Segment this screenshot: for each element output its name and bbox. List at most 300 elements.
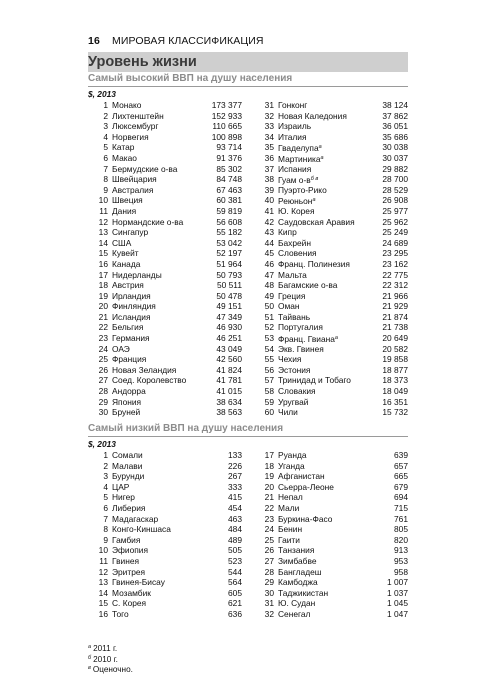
country-name	[278, 471, 325, 482]
rank-number: 15	[98, 248, 108, 259]
gdp-value: 100 898	[211, 131, 242, 142]
gdp-value: 46 930	[216, 322, 242, 333]
gdp-value: 639	[394, 450, 408, 460]
ranking-row	[254, 375, 408, 386]
ranking-row	[254, 365, 408, 376]
gdp-value: 41 015	[216, 386, 242, 397]
country-name	[112, 588, 151, 599]
ranking-row	[254, 312, 408, 323]
rank-number: 7	[103, 513, 108, 524]
ranking-row	[254, 153, 408, 164]
rank-number: 26	[264, 545, 274, 556]
ranking-row	[254, 121, 408, 132]
country-name	[278, 535, 300, 546]
country-name	[278, 567, 321, 578]
rank-number: 46	[264, 258, 274, 269]
rank-number: 23	[264, 513, 274, 524]
rank-number: 52	[264, 322, 274, 333]
country-name	[278, 492, 303, 503]
ranking-row	[88, 344, 242, 355]
country-name-text: Экв. Гвинея	[278, 343, 324, 354]
rank-number: 11	[99, 205, 108, 216]
ranking-row	[88, 407, 242, 418]
footnote-mark: б	[88, 654, 92, 661]
country-name-text: С. Корея	[112, 598, 147, 609]
country-name	[112, 259, 140, 270]
country-name-text: Япония	[112, 396, 142, 407]
rank-number: 4	[103, 481, 108, 492]
gdp-value: 37 862	[382, 110, 408, 121]
country-name	[278, 450, 307, 461]
country-name	[278, 609, 310, 620]
ranking-row	[254, 132, 408, 143]
ranking-row	[88, 291, 242, 302]
country-name-text: Чехия	[278, 354, 302, 365]
country-name	[112, 471, 144, 482]
gdp-value: 25 962	[382, 216, 408, 227]
country-name	[278, 482, 334, 493]
ranking-row	[88, 333, 242, 344]
ranking-row	[254, 259, 408, 270]
gdp-value: 20 649	[382, 333, 408, 344]
country-name	[278, 577, 318, 588]
rank-number: 23	[98, 333, 108, 344]
country-name	[278, 375, 351, 386]
rank-number: 1	[103, 450, 108, 460]
rank-number: 33	[264, 121, 274, 132]
country-name-text: США	[112, 237, 132, 248]
country-name-text: Сьерра-Леоне	[278, 481, 334, 492]
rank-number: 20	[264, 481, 274, 492]
ranking-row	[88, 577, 242, 588]
gdp-value: 665	[394, 471, 408, 482]
country-name-text: Буркина-Фасо	[278, 513, 333, 524]
rank-number: 29	[264, 577, 274, 588]
country-name	[278, 598, 315, 609]
ranking-row	[254, 238, 408, 249]
country-name	[112, 344, 130, 355]
ranking-row	[88, 514, 242, 525]
gdp-value: 21 738	[382, 322, 408, 333]
country-name	[112, 535, 140, 546]
ranking-row	[254, 397, 408, 408]
country-name-text: Андорра	[112, 386, 146, 397]
rank-number: 31	[264, 100, 274, 110]
gdp-value: 91 376	[216, 152, 242, 163]
rank-number: 57	[264, 375, 274, 386]
rank-number: 13	[98, 227, 108, 238]
ranking-row	[88, 270, 242, 281]
gdp-value: 636	[228, 608, 242, 619]
gdp-value: 52 197	[216, 248, 242, 259]
rank-number: 41	[264, 205, 274, 216]
rank-number: 39	[264, 184, 274, 195]
rank-number: 32	[264, 110, 274, 121]
ranking-row	[254, 577, 408, 588]
country-name-text: Тринидад и Тобаго	[278, 375, 351, 386]
gdp-value: 913	[394, 545, 408, 556]
gdp-value: 84 748	[216, 174, 242, 185]
ranking-row	[254, 514, 408, 525]
rank-number: 4	[103, 131, 108, 142]
country-name	[112, 227, 148, 238]
country-name	[112, 407, 140, 418]
country-name-text: Руанда	[278, 450, 307, 460]
country-name-text: Германия	[112, 333, 150, 344]
country-name-text: Мали	[278, 502, 300, 513]
ranking-row	[254, 248, 408, 259]
ranking-row	[88, 588, 242, 599]
ranking-row	[254, 598, 408, 609]
country-name-text: ОАЭ	[112, 343, 130, 354]
gdp-value: 23 295	[382, 248, 408, 259]
country-name	[112, 333, 150, 344]
ranking-row	[254, 227, 408, 238]
rank-number: 18	[98, 280, 108, 291]
country-name-text: Уганда	[278, 460, 305, 471]
ranking-row	[88, 259, 242, 270]
footnote-text: 2010 г.	[93, 654, 118, 664]
country-name-text: Сингапур	[112, 227, 149, 238]
country-name-text: Мальта	[278, 269, 307, 280]
country-name	[278, 227, 297, 238]
rank-number: 10	[98, 545, 108, 556]
ranking-row	[254, 503, 408, 514]
country-name-text: Ю. Корея	[278, 205, 315, 216]
country-name-text: ЦАР	[112, 481, 130, 492]
country-name-text: Швейцария	[112, 174, 157, 185]
gdp-value: 50 793	[216, 269, 242, 280]
gdp-value: 29 882	[382, 163, 408, 174]
gdp-value: 21 966	[382, 290, 408, 301]
gdp-value: 1 037	[387, 587, 408, 598]
ranking-row	[88, 185, 242, 196]
country-name-text: Новая Зеландия	[112, 364, 177, 375]
country-name	[112, 577, 165, 588]
rank-number: 3	[103, 121, 108, 132]
country-name	[112, 322, 143, 333]
country-name-text: Кувейт	[112, 248, 139, 259]
footnote-mark: a	[88, 644, 92, 650]
rank-number: 2	[103, 460, 108, 471]
country-name	[112, 111, 164, 122]
country-name	[112, 132, 149, 143]
ranking-row	[254, 556, 408, 567]
country-name-text: Франция	[112, 354, 147, 365]
rank-number: 58	[264, 386, 274, 397]
gdp-value: 1 047	[387, 608, 408, 619]
gdp-value: 36 051	[382, 121, 408, 132]
rank-number: 44	[264, 237, 274, 248]
rank-number: 3	[103, 471, 108, 482]
footnote-text: 2011 г.	[93, 644, 118, 653]
gdp-value: 15 732	[382, 407, 408, 418]
country-name-text: Италия	[278, 131, 307, 142]
ranking-row	[88, 322, 242, 333]
rank-number: 40	[264, 195, 274, 206]
country-name	[278, 344, 324, 355]
rank-number: 2	[103, 110, 108, 121]
country-name	[112, 365, 176, 376]
gdp-value: 333	[228, 481, 242, 492]
running-title: МИРОВАЯ КЛАССИФИКАЦИЯ	[112, 35, 264, 47]
footnote-marker: a	[312, 197, 316, 204]
gdp-value: 110 665	[212, 121, 242, 132]
footnote-mark: в	[88, 665, 91, 672]
country-name-text: Сомали	[112, 450, 143, 460]
country-name-text: Дания	[112, 205, 137, 216]
gdp-value: 53 042	[216, 237, 242, 248]
country-name	[112, 206, 136, 217]
footnote	[88, 653, 288, 664]
rank-number: 28	[98, 386, 108, 397]
rank-number: 16	[98, 258, 108, 269]
ranking-row	[88, 524, 242, 535]
country-name-text: Финляндия	[112, 301, 156, 312]
gdp-value: 25 249	[382, 227, 408, 238]
gdp-value: 60 381	[216, 195, 242, 206]
country-name	[112, 312, 150, 323]
page-header	[88, 34, 408, 48]
gdp-value: 38 563	[216, 407, 242, 418]
country-name-text: Багамские о-ва	[278, 280, 338, 291]
footnote	[88, 642, 288, 653]
country-name-text: Греция	[278, 290, 306, 301]
country-name-text: Лихтенштейн	[112, 110, 164, 121]
rank-number: 59	[264, 396, 274, 407]
country-name	[278, 280, 337, 291]
gdp-value: 21 874	[382, 311, 408, 322]
gdp-value: 85 302	[216, 163, 242, 174]
country-name	[278, 322, 323, 333]
gdp-value: 820	[394, 534, 408, 545]
country-name	[112, 492, 135, 503]
section-title: Уровень жизни	[88, 52, 408, 72]
country-name-text: Зимбабве	[278, 555, 317, 566]
country-name	[278, 386, 316, 397]
country-name-text: Австрия	[112, 280, 144, 291]
country-name	[278, 354, 301, 365]
gdp-value: 41 781	[216, 375, 242, 386]
country-name-text: Новая Каледония	[278, 110, 347, 121]
rank-number: 17	[264, 450, 274, 460]
gdp-value: 463	[228, 513, 242, 524]
country-name	[112, 514, 158, 525]
country-name	[112, 100, 141, 111]
table-divider	[88, 86, 408, 87]
country-name-text: Гамбия	[112, 534, 141, 545]
footnote-marker: a	[334, 335, 338, 342]
country-name-text: Испания	[278, 163, 312, 174]
ranking-row	[254, 545, 408, 556]
country-name-text: Ю. Судан	[278, 598, 316, 609]
rank-number: 30	[264, 587, 274, 598]
ranking-row	[88, 142, 242, 153]
country-name-text: Израиль	[278, 121, 312, 132]
ranking-row	[254, 270, 408, 281]
ranking-row	[88, 301, 242, 312]
gdp-value: 18 877	[382, 364, 408, 375]
ranking-row	[254, 142, 408, 153]
footnote-marker: б в	[310, 176, 319, 183]
gdp-value: 18 373	[382, 375, 408, 386]
country-name	[278, 524, 302, 535]
rank-number: 11	[99, 555, 108, 566]
rank-number: 34	[264, 131, 274, 142]
rank-number: 22	[98, 322, 108, 333]
ranking-row	[254, 588, 408, 599]
rank-number: 31	[264, 598, 274, 609]
ranking-row	[254, 407, 408, 418]
country-name	[278, 259, 350, 270]
country-name	[278, 503, 299, 514]
ranking-column-left	[88, 450, 242, 620]
gdp-value: 23 162	[382, 258, 408, 269]
gdp-value: 38 124	[382, 100, 408, 110]
rank-number: 55	[264, 354, 274, 365]
gdp-value: 564	[228, 577, 242, 588]
ranking-row	[254, 492, 408, 503]
gdp-value: 50 478	[216, 290, 242, 301]
country-name-text: Исландия	[112, 311, 151, 322]
ranking-row	[88, 492, 242, 503]
table-title-highest-gdp: Самый высокий ВВП на душу населения	[88, 73, 293, 84]
ranking-row	[254, 322, 408, 333]
gdp-value: 41 824	[216, 364, 242, 375]
country-name	[112, 524, 171, 535]
country-name	[112, 291, 151, 302]
footnotes	[88, 642, 288, 674]
ranking-row	[88, 609, 242, 620]
country-name-text: Малави	[112, 460, 143, 471]
country-name-text: Швеция	[112, 195, 143, 206]
rank-number: 19	[98, 290, 108, 301]
rank-number: 22	[264, 502, 274, 513]
rank-number: 25	[264, 534, 274, 545]
rank-number: 13	[98, 577, 108, 588]
country-name-text: Тайвань	[278, 311, 311, 322]
rank-number: 24	[264, 524, 274, 535]
gdp-value: 621	[228, 598, 242, 609]
country-name	[278, 291, 305, 302]
ranking-row	[254, 471, 408, 482]
country-name-text: Чили	[278, 407, 298, 418]
rank-number: 26	[98, 364, 108, 375]
country-name-text: Танзания	[278, 545, 315, 556]
country-name	[278, 365, 310, 376]
gdp-value: 454	[228, 502, 242, 513]
ranking-row	[88, 280, 242, 291]
rank-number: 38	[264, 174, 274, 185]
country-name-text: Ирландия	[112, 290, 151, 301]
country-name	[112, 397, 141, 408]
country-name	[278, 270, 307, 281]
gdp-value: 1 007	[387, 577, 408, 588]
country-name-text: Макао	[112, 152, 137, 163]
country-name-text: Бруней	[112, 407, 141, 418]
ranking-row	[88, 227, 242, 238]
country-name	[278, 301, 300, 312]
country-name-text: Конго-Киншаса	[112, 524, 171, 535]
gdp-value: 489	[228, 534, 242, 545]
gdp-value: 1 045	[387, 598, 408, 609]
country-name-text: Мадагаскар	[112, 513, 159, 524]
rank-number: 14	[98, 587, 108, 598]
ranking-row	[254, 344, 408, 355]
gdp-value: 415	[228, 492, 242, 503]
country-name-text: Франц. Полинезия	[278, 258, 350, 269]
table-title-lowest-gdp: Самый низкий ВВП на душу населения	[88, 423, 284, 434]
gdp-value: 24 689	[382, 237, 408, 248]
rank-number: 6	[103, 502, 108, 513]
rank-number: 56	[264, 364, 274, 375]
table-divider	[88, 436, 408, 437]
rank-number: 53	[264, 333, 274, 344]
gdp-value: 25 977	[382, 205, 408, 216]
gdp-value: 30 037	[382, 152, 408, 163]
country-name	[278, 185, 327, 196]
ranking-row	[88, 238, 242, 249]
gdp-value: 523	[228, 555, 242, 566]
country-name	[112, 503, 145, 514]
rank-number: 27	[98, 375, 108, 386]
gdp-value: 505	[228, 545, 242, 556]
footnote-text: Оценочно.	[92, 665, 133, 675]
country-name	[112, 217, 183, 228]
rank-number: 16	[98, 608, 108, 619]
country-name-text: Того	[112, 608, 129, 619]
ranking-row	[88, 535, 242, 546]
gdp-value: 55 182	[216, 227, 242, 238]
rank-number: 8	[103, 524, 108, 535]
country-name-text: Пуэрто-Рико	[278, 184, 327, 195]
country-name-text: Гаити	[278, 534, 300, 545]
country-name	[112, 450, 143, 461]
country-name	[278, 217, 355, 228]
ranking-row	[88, 365, 242, 376]
country-name	[112, 195, 143, 206]
country-name-text: Нигер	[112, 492, 135, 503]
rank-number: 17	[98, 269, 108, 280]
rank-number: 8	[103, 174, 108, 185]
country-name	[112, 354, 146, 365]
country-name-text: Канада	[112, 258, 141, 269]
country-name	[278, 397, 308, 408]
gdp-value: 605	[228, 587, 242, 598]
rank-number: 60	[264, 407, 274, 418]
ranking-row	[88, 450, 242, 461]
rank-number: 19	[264, 471, 274, 482]
country-name	[278, 206, 315, 217]
country-name-text: Люксембург	[112, 121, 159, 132]
country-name	[112, 174, 157, 185]
country-name-text: Монако	[112, 100, 142, 110]
gdp-value: 67 463	[216, 184, 242, 195]
country-name-text: Соед. Королевство	[112, 375, 187, 386]
country-name	[112, 301, 156, 312]
gdp-value: 679	[394, 481, 408, 492]
gdp-value: 59 819	[216, 205, 242, 216]
rank-number: 51	[264, 311, 274, 322]
country-name	[278, 111, 347, 122]
country-name-text: Эстония	[278, 364, 311, 375]
gdp-value: 22 312	[382, 280, 408, 291]
ranking-row	[88, 354, 242, 365]
country-name-text: Гвинея	[112, 555, 140, 566]
country-name	[112, 609, 129, 620]
gdp-value: 953	[394, 555, 408, 566]
ranking-row	[88, 174, 242, 185]
